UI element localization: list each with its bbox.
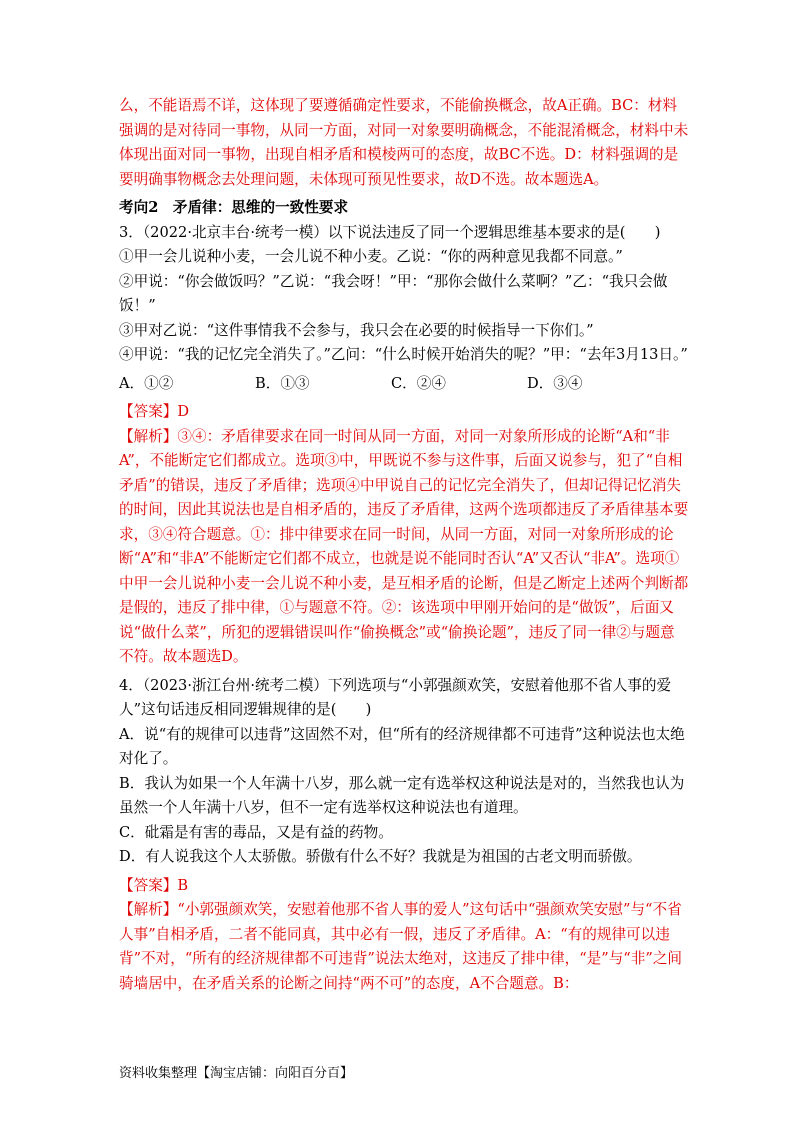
q3-item-4: ④甲说：“我的记忆完全消失了。”乙问：“什么时候开始消失的呢？”甲：“去年3月13日。” [119,346,688,363]
q3-stem: 3．（2022·北京丰台·统考一模）以下说法违反了同一个逻辑思维基本要求的是( ) [119,223,661,241]
q4-stem: 4．（2023·浙江台州·统考二模）下列选项与“小郭强颜欢笑，安慰着他那不省人事的爱人”这句话违反相同逻辑规律的是( ) [119,676,672,718]
q3-option-c: C．②④ [391,374,446,392]
section-heading: 考向2 矛盾律：思维的一致性要求 [119,199,349,216]
q4-option-a: A．说“有的规律可以违背”这固然不对，但“所有的经济规律都不可违背”这种说法也太绝对化了。 [119,725,685,767]
page-content [119,94,689,996]
q3-option-b: B．①③ [255,374,310,392]
question-4 [119,674,689,997]
q3-analysis: 【解析】③④：矛盾律要求在同一时间从同一方面，对同一对象所形成的论断“A和“非A”，不能断定它们都成立。选项③中，甲既说不参与这件事，后面又说参与，犯了“自相矛盾”的错误，违反了矛盾律；选项④中甲说自己的记忆完全消失了，但却记得记忆消失的时间，因此其说法也是自相矛盾的，违反了矛盾律，这两个选项都违反了矛盾律基本要求，③④符合题意。①：排中律要求在同一时间，从同一方面，对同一对象所形成的论断“A”和“非A”不能断定它们都不成立，也就是说不能同时否认“A”又否认“非A”。选项①中甲一会儿说种小麦一会儿说不种小麦，是互相矛盾的论断，但是乙断定上述两个判断都是假的，违反了排中律，①与题意不符。②：该选项中甲刚开始问的是“做饭”，后面又说“做什么菜”，所犯的逻辑错误叫作“偷换概念”或“偷换论题”，违反了同一律②与题意不符。故本题选D。 [119,427,689,665]
q3-item-2: ②甲说：“你会做饭吗？”乙说：“我会呀！”甲：“那你会做什么菜啊？”乙：“我只会做饭！” [119,272,668,314]
q4-option-d: D．有人说我这个人太骄傲。骄傲有什么不好？我就是为祖国的古老文明而骄傲。 [119,848,642,865]
q4-option-c: C．砒霜是有害的毒品，又是有益的药物。 [119,823,393,841]
q3-item-1: ①甲一会儿说种小麦，一会儿说不种小麦。乙说：“你的两种意见我都不同意。” [119,248,623,265]
q3-option-d: D．③④ [527,374,583,392]
page-footer: 资料收集整理【淘宝店铺：向阳百分百】 [119,1066,354,1081]
q3-item-3: ③甲对乙说：“这件事情我不会参与，我只会在必要的时候指导一下你们。” [119,321,594,339]
q4-option-b: B．我认为如果一个人年满十八岁，那么就一定有选举权这种说法是对的，当然我也认为虽然一个人年满十八岁，但不一定有选举权这种说法也有道理。 [119,774,685,816]
q4-answer: 【答案】B [119,876,189,894]
question-3 [119,221,689,670]
q3-options [119,372,689,397]
q3-answer: 【答案】D [119,403,190,420]
q3-option-a: A．①② [119,374,174,392]
prev-analysis-continuation: 么，不能语焉不详，这体现了要遵循确定性要求，不能偷换概念，故A正确。BC：材料强调的是对待同一事物，从同一方面，对同一对象要明确概念，不能混淆概念，材料中未体现出面对同一事物，出现自相矛盾和模棱两可的态度，故BC不选。D：材料强调的是要明确事物概念去处理问题，未体现可预见性要求，故D不选。故本题选A。 [119,97,689,188]
q4-analysis: 【解析】“小郭强颜欢笑，安慰着他那不省人事的爱人”这句话中“强颜欢笑安慰”与“不省人事”自相矛盾，二者不能同真，其中必有一假，违反了矛盾律。A：“有的规律可以违背”不对，“所有的经济规律都不可违背”说法太绝对，这违反了排中律，“是”与“非”之间骑墙居中，在矛盾关系的论断之间持“两不可”的态度，A不合题意。B： [119,901,683,992]
